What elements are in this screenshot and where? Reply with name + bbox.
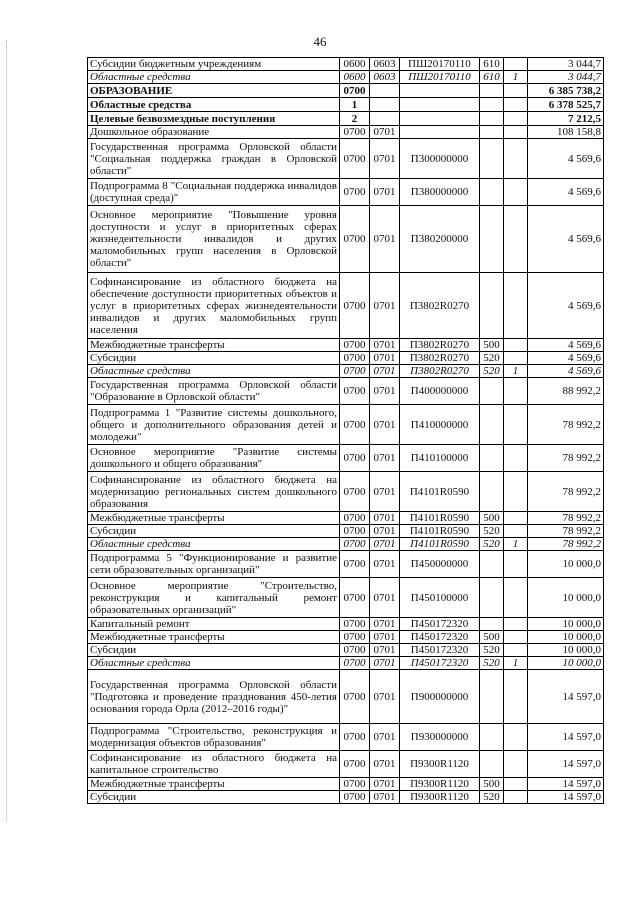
row-section-code: 0700 bbox=[340, 551, 370, 578]
row-name: Областные средства bbox=[88, 538, 340, 551]
row-subsection-code: 0701 bbox=[370, 405, 400, 445]
row-funding-source bbox=[504, 578, 528, 618]
row-funding-source bbox=[504, 791, 528, 804]
table-row bbox=[88, 179, 604, 206]
table-row bbox=[88, 578, 604, 618]
row-target-article: П3802R0270 bbox=[400, 365, 480, 378]
row-amount: 4 569,6 bbox=[528, 352, 604, 365]
row-amount: 4 569,6 bbox=[528, 273, 604, 339]
row-amount: 14 597,0 bbox=[528, 724, 604, 751]
table-row bbox=[88, 112, 604, 126]
row-target-article: П3802R0270 bbox=[400, 339, 480, 352]
row-funding-source bbox=[504, 525, 528, 538]
row-amount: 4 569,6 bbox=[528, 206, 604, 273]
row-subsection-code: 0701 bbox=[370, 339, 400, 352]
row-expense-type bbox=[480, 112, 504, 126]
row-subsection-code bbox=[370, 84, 400, 98]
row-funding-source bbox=[504, 405, 528, 445]
row-expense-type: 500 bbox=[480, 778, 504, 791]
row-target-article: П450172320 bbox=[400, 657, 480, 670]
row-name: Государственная программа Орловской области "Социальная поддержка граждан в Орловской области" bbox=[88, 139, 340, 179]
row-section-code: 0600 bbox=[340, 58, 370, 71]
row-expense-type: 500 bbox=[480, 631, 504, 644]
row-subsection-code: 0701 bbox=[370, 631, 400, 644]
row-section-code: 0700 bbox=[340, 206, 370, 273]
row-section-code: 2 bbox=[340, 112, 370, 126]
row-expense-type bbox=[480, 126, 504, 139]
row-target-article: П900000000 bbox=[400, 670, 480, 724]
row-expense-type bbox=[480, 179, 504, 206]
row-target-article: П410100000 bbox=[400, 445, 480, 472]
row-target-article: П9300R1120 bbox=[400, 778, 480, 791]
row-amount: 10 000,0 bbox=[528, 657, 604, 670]
row-subsection-code: 0701 bbox=[370, 551, 400, 578]
row-subsection-code: 0701 bbox=[370, 724, 400, 751]
row-expense-type: 520 bbox=[480, 791, 504, 804]
row-expense-type: 610 bbox=[480, 58, 504, 71]
row-funding-source bbox=[504, 724, 528, 751]
row-subsection-code bbox=[370, 98, 400, 112]
row-expense-type bbox=[480, 551, 504, 578]
table-row bbox=[88, 670, 604, 724]
row-name: Областные средства bbox=[88, 98, 340, 112]
row-amount: 4 569,6 bbox=[528, 139, 604, 179]
budget-table bbox=[87, 57, 604, 804]
table-row bbox=[88, 724, 604, 751]
row-subsection-code: 0701 bbox=[370, 791, 400, 804]
row-funding-source bbox=[504, 84, 528, 98]
row-amount: 14 597,0 bbox=[528, 778, 604, 791]
row-name: Софинансирование из областного бюджета на обеспечение доступности приоритетных объектов и услуг в приоритетных сферах жизнедеятельности инвалидов и других маломобильных групп населения bbox=[88, 273, 340, 339]
row-amount: 4 569,6 bbox=[528, 179, 604, 206]
row-section-code: 0700 bbox=[340, 670, 370, 724]
row-target-article: П300000000 bbox=[400, 139, 480, 179]
row-funding-source bbox=[504, 378, 528, 405]
row-target-article: П410000000 bbox=[400, 405, 480, 445]
row-name: Областные средства bbox=[88, 657, 340, 670]
row-subsection-code bbox=[370, 112, 400, 126]
row-expense-type bbox=[480, 445, 504, 472]
table-row bbox=[88, 445, 604, 472]
row-amount: 10 000,0 bbox=[528, 551, 604, 578]
row-target-article bbox=[400, 84, 480, 98]
row-subsection-code: 0701 bbox=[370, 365, 400, 378]
row-subsection-code: 0701 bbox=[370, 778, 400, 791]
row-funding-source bbox=[504, 112, 528, 126]
row-subsection-code: 0701 bbox=[370, 657, 400, 670]
table-row bbox=[88, 273, 604, 339]
table-row bbox=[88, 512, 604, 525]
row-expense-type bbox=[480, 206, 504, 273]
row-subsection-code: 0701 bbox=[370, 578, 400, 618]
row-funding-source bbox=[504, 98, 528, 112]
table-row bbox=[88, 472, 604, 512]
row-name: Подпрограмма 8 "Социальная поддержка инвалидов (доступная среда)" bbox=[88, 179, 340, 206]
row-amount: 78 992,2 bbox=[528, 538, 604, 551]
table-row bbox=[88, 405, 604, 445]
row-target-article bbox=[400, 112, 480, 126]
row-amount: 78 992,2 bbox=[528, 472, 604, 512]
row-target-article: П450172320 bbox=[400, 644, 480, 657]
row-funding-source bbox=[504, 644, 528, 657]
row-amount: 14 597,0 bbox=[528, 751, 604, 778]
row-expense-type bbox=[480, 724, 504, 751]
row-name: Основное мероприятие "Строительство, реконструкция и капитальный ремонт образовательных организаций" bbox=[88, 578, 340, 618]
row-expense-type bbox=[480, 405, 504, 445]
table-row bbox=[88, 644, 604, 657]
row-target-article: П930000000 bbox=[400, 724, 480, 751]
row-section-code: 0700 bbox=[340, 365, 370, 378]
row-subsection-code: 0701 bbox=[370, 670, 400, 724]
row-amount: 4 569,6 bbox=[528, 339, 604, 352]
row-target-article: П450172320 bbox=[400, 631, 480, 644]
row-subsection-code: 0701 bbox=[370, 179, 400, 206]
row-expense-type: 520 bbox=[480, 538, 504, 551]
row-subsection-code: 0701 bbox=[370, 644, 400, 657]
row-amount: 14 597,0 bbox=[528, 791, 604, 804]
row-target-article: П450172320 bbox=[400, 618, 480, 631]
row-section-code: 0700 bbox=[340, 512, 370, 525]
row-funding-source bbox=[504, 179, 528, 206]
row-name: Межбюджетные трансферты bbox=[88, 512, 340, 525]
row-target-article: ПШ20170110 bbox=[400, 58, 480, 71]
row-expense-type bbox=[480, 378, 504, 405]
row-funding-source bbox=[504, 445, 528, 472]
row-expense-type bbox=[480, 472, 504, 512]
row-amount: 7 212,5 bbox=[528, 112, 604, 126]
table-row bbox=[88, 98, 604, 112]
row-name: Областные средства bbox=[88, 365, 340, 378]
row-expense-type bbox=[480, 98, 504, 112]
table-row bbox=[88, 339, 604, 352]
table-row bbox=[88, 751, 604, 778]
row-name: Субсидии bbox=[88, 525, 340, 538]
row-expense-type bbox=[480, 139, 504, 179]
row-funding-source: 1 bbox=[504, 657, 528, 670]
row-amount: 78 992,2 bbox=[528, 445, 604, 472]
row-funding-source bbox=[504, 472, 528, 512]
row-amount: 78 992,2 bbox=[528, 512, 604, 525]
row-funding-source bbox=[504, 58, 528, 71]
row-section-code: 0700 bbox=[340, 445, 370, 472]
row-expense-type bbox=[480, 618, 504, 631]
table-row bbox=[88, 378, 604, 405]
table-row bbox=[88, 657, 604, 670]
row-funding-source bbox=[504, 126, 528, 139]
table-row bbox=[88, 71, 604, 84]
table-row bbox=[88, 778, 604, 791]
row-funding-source bbox=[504, 751, 528, 778]
row-target-article: П4101R0590 bbox=[400, 512, 480, 525]
row-section-code: 0700 bbox=[340, 657, 370, 670]
row-funding-source bbox=[504, 618, 528, 631]
row-name: Подпрограмма 1 "Развитие системы дошкольного, общего и дополнительного образования детей и молодежи" bbox=[88, 405, 340, 445]
row-name: Подпрограмма "Строительство, реконструкция и модернизация объектов образования" bbox=[88, 724, 340, 751]
row-expense-type: 500 bbox=[480, 512, 504, 525]
table-row bbox=[88, 58, 604, 71]
row-funding-source bbox=[504, 512, 528, 525]
row-funding-source bbox=[504, 206, 528, 273]
row-subsection-code: 0701 bbox=[370, 206, 400, 273]
row-subsection-code: 0701 bbox=[370, 512, 400, 525]
row-funding-source: 1 bbox=[504, 365, 528, 378]
binding-margin-line bbox=[6, 40, 7, 820]
row-subsection-code: 0603 bbox=[370, 71, 400, 84]
row-expense-type: 520 bbox=[480, 644, 504, 657]
row-target-article: П9300R1120 bbox=[400, 791, 480, 804]
row-section-code: 0700 bbox=[340, 791, 370, 804]
table-row bbox=[88, 365, 604, 378]
row-amount: 3 044,7 bbox=[528, 71, 604, 84]
row-amount: 4 569,6 bbox=[528, 365, 604, 378]
row-section-code: 0700 bbox=[340, 525, 370, 538]
row-section-code: 1 bbox=[340, 98, 370, 112]
row-funding-source bbox=[504, 339, 528, 352]
row-funding-source bbox=[504, 352, 528, 365]
table-row bbox=[88, 206, 604, 273]
row-section-code: 0700 bbox=[340, 751, 370, 778]
row-amount: 10 000,0 bbox=[528, 618, 604, 631]
table-row bbox=[88, 352, 604, 365]
row-target-article: П450000000 bbox=[400, 551, 480, 578]
row-funding-source bbox=[504, 139, 528, 179]
row-subsection-code: 0701 bbox=[370, 352, 400, 365]
row-target-article bbox=[400, 126, 480, 139]
row-target-article: П400000000 bbox=[400, 378, 480, 405]
table-row bbox=[88, 791, 604, 804]
table-row bbox=[88, 538, 604, 551]
row-amount: 78 992,2 bbox=[528, 525, 604, 538]
row-amount: 6 378 525,7 bbox=[528, 98, 604, 112]
row-expense-type bbox=[480, 670, 504, 724]
table-row bbox=[88, 126, 604, 139]
row-amount: 14 597,0 bbox=[528, 670, 604, 724]
row-name: Софинансирование из областного бюджета на модернизацию региональных систем дошкольного образования bbox=[88, 472, 340, 512]
row-expense-type: 500 bbox=[480, 339, 504, 352]
row-expense-type bbox=[480, 273, 504, 339]
row-expense-type: 520 bbox=[480, 365, 504, 378]
row-target-article bbox=[400, 98, 480, 112]
row-subsection-code: 0701 bbox=[370, 538, 400, 551]
row-target-article: П9300R1120 bbox=[400, 751, 480, 778]
row-section-code: 0700 bbox=[340, 472, 370, 512]
row-amount: 78 992,2 bbox=[528, 405, 604, 445]
row-funding-source bbox=[504, 631, 528, 644]
row-amount: 10 000,0 bbox=[528, 631, 604, 644]
row-section-code: 0700 bbox=[340, 84, 370, 98]
row-name: Областные средства bbox=[88, 71, 340, 84]
table-row bbox=[88, 631, 604, 644]
row-subsection-code: 0701 bbox=[370, 273, 400, 339]
row-subsection-code: 0701 bbox=[370, 751, 400, 778]
row-target-article: П450100000 bbox=[400, 578, 480, 618]
table-row bbox=[88, 525, 604, 538]
row-subsection-code: 0701 bbox=[370, 472, 400, 512]
row-name: Подпрограмма 5 "Функционирование и развитие сети образовательных организаций" bbox=[88, 551, 340, 578]
row-name: Субсидии bbox=[88, 352, 340, 365]
row-target-article: П3802R0270 bbox=[400, 352, 480, 365]
row-name: Целевые безвозмездные поступления bbox=[88, 112, 340, 126]
table-row bbox=[88, 551, 604, 578]
row-name: Основное мероприятие "Повышение уровня доступности и услуг в приоритетных сферах жизнедеятельности инвалидов и других маломобильных групп населения в Орловской области" bbox=[88, 206, 340, 273]
row-section-code: 0700 bbox=[340, 139, 370, 179]
row-name: ОБРАЗОВАНИЕ bbox=[88, 84, 340, 98]
row-target-article: П4101R0590 bbox=[400, 525, 480, 538]
row-section-code: 0700 bbox=[340, 578, 370, 618]
row-section-code: 0700 bbox=[340, 631, 370, 644]
row-name: Капитальный ремонт bbox=[88, 618, 340, 631]
row-amount: 6 385 738,2 bbox=[528, 84, 604, 98]
row-section-code: 0700 bbox=[340, 352, 370, 365]
row-subsection-code: 0701 bbox=[370, 378, 400, 405]
row-name: Субсидии bbox=[88, 644, 340, 657]
row-expense-type: 520 bbox=[480, 657, 504, 670]
row-subsection-code: 0701 bbox=[370, 445, 400, 472]
row-section-code: 0700 bbox=[340, 339, 370, 352]
row-name: Межбюджетные трансферты bbox=[88, 778, 340, 791]
row-funding-source bbox=[504, 551, 528, 578]
row-section-code: 0700 bbox=[340, 378, 370, 405]
row-target-article: П380000000 bbox=[400, 179, 480, 206]
row-funding-source bbox=[504, 778, 528, 791]
row-target-article: П380200000 bbox=[400, 206, 480, 273]
row-expense-type: 520 bbox=[480, 352, 504, 365]
row-section-code: 0700 bbox=[340, 273, 370, 339]
row-expense-type bbox=[480, 84, 504, 98]
row-name: Межбюджетные трансферты bbox=[88, 631, 340, 644]
row-expense-type: 610 bbox=[480, 71, 504, 84]
row-amount: 88 992,2 bbox=[528, 378, 604, 405]
row-subsection-code: 0701 bbox=[370, 139, 400, 179]
row-target-article: П4101R0590 bbox=[400, 538, 480, 551]
row-funding-source bbox=[504, 273, 528, 339]
page-number: 46 bbox=[313, 34, 327, 49]
row-amount: 3 044,7 bbox=[528, 58, 604, 71]
row-expense-type bbox=[480, 578, 504, 618]
row-section-code: 0700 bbox=[340, 126, 370, 139]
row-name: Государственная программа Орловской области "Образование в Орловской области" bbox=[88, 378, 340, 405]
row-section-code: 0700 bbox=[340, 538, 370, 551]
row-subsection-code: 0701 bbox=[370, 126, 400, 139]
row-section-code: 0700 bbox=[340, 724, 370, 751]
row-name: Основное мероприятие "Развитие системы дошкольного и общего образования" bbox=[88, 445, 340, 472]
row-section-code: 0700 bbox=[340, 644, 370, 657]
row-target-article: ПШ20170110 bbox=[400, 71, 480, 84]
row-subsection-code: 0701 bbox=[370, 618, 400, 631]
table-row bbox=[88, 139, 604, 179]
row-section-code: 0700 bbox=[340, 405, 370, 445]
row-amount: 108 158,8 bbox=[528, 126, 604, 139]
row-amount: 10 000,0 bbox=[528, 644, 604, 657]
row-name: Субсидии бюджетным учреждениям bbox=[88, 58, 340, 71]
row-name: Субсидии bbox=[88, 791, 340, 804]
row-expense-type bbox=[480, 751, 504, 778]
budget-table-body bbox=[88, 58, 604, 804]
row-subsection-code: 0701 bbox=[370, 525, 400, 538]
row-section-code: 0700 bbox=[340, 778, 370, 791]
row-section-code: 0600 bbox=[340, 71, 370, 84]
row-name: Софинансирование из областного бюджета на капитальное строительство bbox=[88, 751, 340, 778]
row-funding-source: 1 bbox=[504, 71, 528, 84]
row-expense-type: 520 bbox=[480, 525, 504, 538]
row-target-article: П4101R0590 bbox=[400, 472, 480, 512]
row-amount: 10 000,0 bbox=[528, 578, 604, 618]
row-funding-source: 1 bbox=[504, 538, 528, 551]
row-name: Государственная программа Орловской области "Подготовка и проведение празднования 450-летия основания города Орла (2012–2016 годы)" bbox=[88, 670, 340, 724]
row-name: Дошкольное образование bbox=[88, 126, 340, 139]
row-target-article: П3802R0270 bbox=[400, 273, 480, 339]
table-row bbox=[88, 618, 604, 631]
row-funding-source bbox=[504, 670, 528, 724]
row-name: Межбюджетные трансферты bbox=[88, 339, 340, 352]
row-subsection-code: 0603 bbox=[370, 58, 400, 71]
row-section-code: 0700 bbox=[340, 179, 370, 206]
row-section-code: 0700 bbox=[340, 618, 370, 631]
table-row bbox=[88, 84, 604, 98]
